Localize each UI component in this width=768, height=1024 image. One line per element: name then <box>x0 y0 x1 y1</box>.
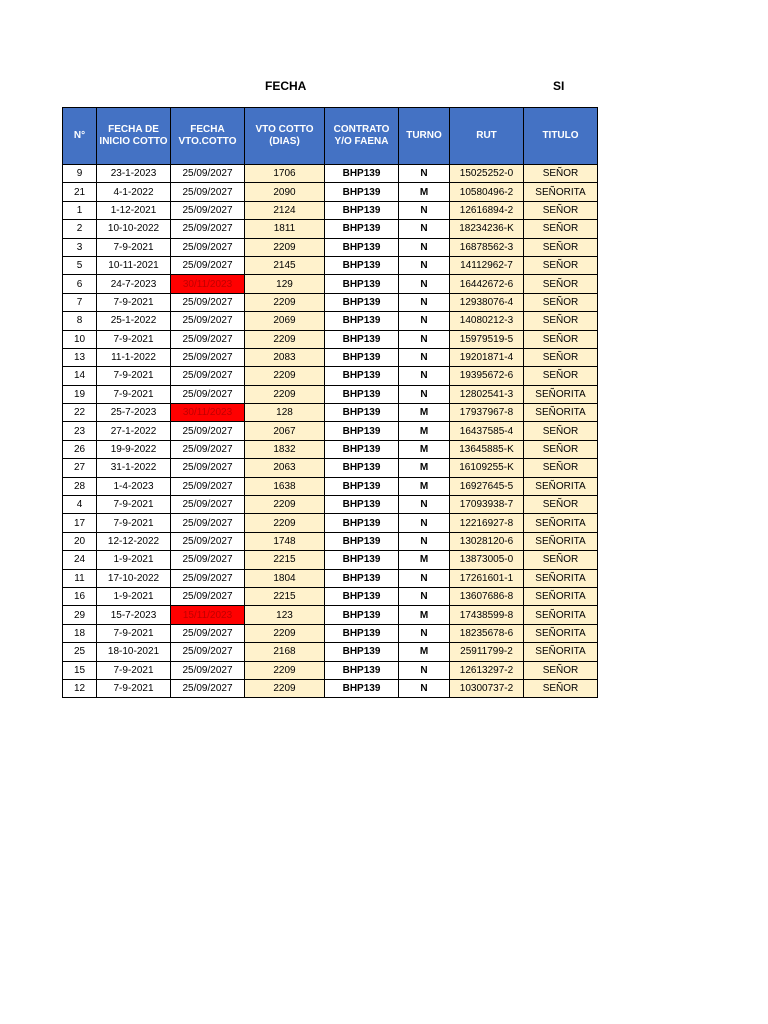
cell-titulo[interactable]: SEÑOR <box>524 312 598 330</box>
cell-n[interactable]: 13 <box>63 348 97 366</box>
cell-fecha-inicio[interactable]: 17-10-2022 <box>97 569 171 587</box>
cell-fecha-inicio[interactable]: 7-9-2021 <box>97 293 171 311</box>
cell-fecha-inicio[interactable]: 7-9-2021 <box>97 238 171 256</box>
cell-fecha-vto[interactable]: 25/09/2027 <box>171 312 245 330</box>
cell-rut[interactable]: 19395672-6 <box>450 367 524 385</box>
table-row <box>63 587 598 605</box>
cell-vto-dias[interactable]: 2209 <box>245 330 325 348</box>
cell-rut[interactable]: 15979519-5 <box>450 330 524 348</box>
cell-titulo[interactable]: SEÑOR <box>524 275 598 293</box>
table-row <box>63 404 598 422</box>
cell-vto-dias[interactable]: 2209 <box>245 679 325 697</box>
cell-titulo[interactable]: SEÑOR <box>524 256 598 274</box>
cell-fecha-vto[interactable]: 25/09/2027 <box>171 532 245 550</box>
cell-vto-dias[interactable]: 2209 <box>245 367 325 385</box>
cell-contrato[interactable]: BHP139 <box>325 496 399 514</box>
cell-fecha-vto[interactable]: 25/09/2027 <box>171 220 245 238</box>
header-n[interactable]: N° <box>63 108 97 165</box>
cell-titulo[interactable]: SEÑOR <box>524 422 598 440</box>
cell-rut[interactable]: 14080212-3 <box>450 312 524 330</box>
table-row <box>63 275 598 293</box>
cell-titulo[interactable]: SEÑORITA <box>524 606 598 624</box>
cell-n[interactable]: 29 <box>63 606 97 624</box>
cell-fecha-vto[interactable]: 30/11/2023 <box>171 404 245 422</box>
table-row <box>63 514 598 532</box>
cell-rut[interactable]: 13028120-6 <box>450 532 524 550</box>
table-row <box>63 348 598 366</box>
table-row <box>63 440 598 458</box>
si-label: SI <box>553 79 565 93</box>
cell-fecha-vto[interactable]: 25/09/2027 <box>171 551 245 569</box>
cell-fecha-vto[interactable]: 25/09/2027 <box>171 165 245 183</box>
cell-turno[interactable]: N <box>399 679 450 697</box>
cell-vto-dias[interactable]: 2209 <box>245 238 325 256</box>
cell-fecha-inicio[interactable]: 7-9-2021 <box>97 496 171 514</box>
cell-fecha-inicio[interactable]: 7-9-2021 <box>97 624 171 642</box>
cell-turno[interactable]: N <box>399 587 450 605</box>
cell-contrato[interactable]: BHP139 <box>325 293 399 311</box>
cell-rut[interactable]: 25911799-2 <box>450 643 524 661</box>
cell-vto-dias[interactable]: 2069 <box>245 312 325 330</box>
cell-fecha-inicio[interactable]: 11-1-2022 <box>97 348 171 366</box>
cell-rut[interactable]: 15025252-0 <box>450 165 524 183</box>
cell-titulo[interactable]: SEÑOR <box>524 201 598 219</box>
cell-n[interactable]: 20 <box>63 532 97 550</box>
table-row <box>63 606 598 624</box>
cell-turno[interactable]: N <box>399 220 450 238</box>
cell-vto-dias[interactable]: 1748 <box>245 532 325 550</box>
cell-vto-dias[interactable]: 2215 <box>245 587 325 605</box>
table-row <box>63 477 598 495</box>
cell-fecha-inicio[interactable]: 27-1-2022 <box>97 422 171 440</box>
cell-contrato[interactable]: BHP139 <box>325 514 399 532</box>
cell-rut[interactable]: 18235678-6 <box>450 624 524 642</box>
cell-titulo[interactable]: SEÑOR <box>524 330 598 348</box>
cell-turno[interactable]: N <box>399 201 450 219</box>
cell-fecha-inicio[interactable]: 10-10-2022 <box>97 220 171 238</box>
cell-fecha-vto[interactable]: 25/09/2027 <box>171 183 245 201</box>
cell-fecha-vto[interactable]: 25/09/2027 <box>171 348 245 366</box>
cell-turno[interactable]: M <box>399 404 450 422</box>
table-row <box>63 293 598 311</box>
cell-n[interactable]: 24 <box>63 551 97 569</box>
cell-vto-dias[interactable]: 128 <box>245 404 325 422</box>
cell-fecha-inicio[interactable]: 25-1-2022 <box>97 312 171 330</box>
cell-fecha-vto[interactable]: 25/09/2027 <box>171 587 245 605</box>
cell-vto-dias[interactable]: 2067 <box>245 422 325 440</box>
cell-fecha-vto[interactable]: 25/09/2027 <box>171 330 245 348</box>
cell-contrato[interactable]: BHP139 <box>325 312 399 330</box>
cell-contrato[interactable]: BHP139 <box>325 404 399 422</box>
cell-contrato[interactable]: BHP139 <box>325 679 399 697</box>
cell-fecha-inicio[interactable]: 23-1-2023 <box>97 165 171 183</box>
cell-rut[interactable]: 12802541-3 <box>450 385 524 403</box>
cell-fecha-vto[interactable]: 25/09/2027 <box>171 201 245 219</box>
cell-turno[interactable]: N <box>399 312 450 330</box>
table-row <box>63 238 598 256</box>
cell-contrato[interactable]: BHP139 <box>325 532 399 550</box>
cell-rut[interactable]: 16442672-6 <box>450 275 524 293</box>
cell-fecha-inicio[interactable]: 15-7-2023 <box>97 606 171 624</box>
cell-vto-dias[interactable]: 2209 <box>245 514 325 532</box>
cell-n[interactable]: 4 <box>63 496 97 514</box>
cell-turno[interactable]: N <box>399 275 450 293</box>
cell-rut[interactable]: 16437585-4 <box>450 422 524 440</box>
cell-titulo[interactable]: SEÑORITA <box>524 569 598 587</box>
table-row <box>63 679 598 697</box>
cell-fecha-vto[interactable]: 25/09/2027 <box>171 514 245 532</box>
cell-titulo[interactable]: SEÑORITA <box>524 183 598 201</box>
cell-titulo[interactable]: SEÑORITA <box>524 477 598 495</box>
cell-fecha-inicio[interactable]: 18-10-2021 <box>97 643 171 661</box>
cell-rut[interactable]: 10580496-2 <box>450 183 524 201</box>
cell-vto-dias[interactable]: 2063 <box>245 459 325 477</box>
cell-n[interactable]: 17 <box>63 514 97 532</box>
cell-contrato[interactable]: BHP139 <box>325 643 399 661</box>
cell-titulo[interactable]: SEÑOR <box>524 440 598 458</box>
table-row <box>63 165 598 183</box>
cell-titulo[interactable]: SEÑOR <box>524 238 598 256</box>
cell-fecha-inicio[interactable]: 4-1-2022 <box>97 183 171 201</box>
cell-n[interactable]: 12 <box>63 679 97 697</box>
cell-fecha-inicio[interactable]: 25-7-2023 <box>97 404 171 422</box>
table-row <box>63 367 598 385</box>
table-row <box>63 312 598 330</box>
cell-rut[interactable]: 10300737-2 <box>450 679 524 697</box>
cell-n[interactable]: 25 <box>63 643 97 661</box>
cell-fecha-vto[interactable]: 25/09/2027 <box>171 661 245 679</box>
cell-vto-dias[interactable]: 2083 <box>245 348 325 366</box>
table-row <box>63 551 598 569</box>
cell-fecha-vto[interactable]: 25/09/2027 <box>171 440 245 458</box>
cell-contrato[interactable]: BHP139 <box>325 330 399 348</box>
table-row <box>63 624 598 642</box>
table-row <box>63 201 598 219</box>
cell-turno[interactable]: N <box>399 348 450 366</box>
cell-n[interactable]: 3 <box>63 238 97 256</box>
header-contrato[interactable]: CONTRATO Y/O FAENA <box>325 108 399 165</box>
cell-fecha-vto[interactable]: 25/09/2027 <box>171 422 245 440</box>
cell-fecha-inicio[interactable]: 31-1-2022 <box>97 459 171 477</box>
table-row <box>63 643 598 661</box>
cell-titulo[interactable]: SEÑOR <box>524 551 598 569</box>
cell-titulo[interactable]: SEÑORITA <box>524 624 598 642</box>
cell-fecha-inicio[interactable]: 7-9-2021 <box>97 679 171 697</box>
header-fecha-vto[interactable]: FECHA VTO.COTTO <box>171 108 245 165</box>
cell-contrato[interactable]: BHP139 <box>325 606 399 624</box>
cell-contrato[interactable]: BHP139 <box>325 201 399 219</box>
cell-turno[interactable]: N <box>399 661 450 679</box>
cell-rut[interactable]: 18234236-K <box>450 220 524 238</box>
cell-n[interactable]: 28 <box>63 477 97 495</box>
worker-table <box>62 107 598 698</box>
table-row <box>63 385 598 403</box>
header-rut[interactable]: RUT <box>450 108 524 165</box>
cell-fecha-vto[interactable]: 25/09/2027 <box>171 367 245 385</box>
cell-titulo[interactable]: SEÑOR <box>524 348 598 366</box>
cell-titulo[interactable]: SEÑORITA <box>524 643 598 661</box>
cell-rut[interactable]: 12216927-8 <box>450 514 524 532</box>
cell-turno[interactable]: M <box>399 422 450 440</box>
cell-fecha-vto[interactable]: 15/11/2023 <box>171 606 245 624</box>
cell-n[interactable]: 9 <box>63 165 97 183</box>
cell-vto-dias[interactable]: 1811 <box>245 220 325 238</box>
cell-turno[interactable]: N <box>399 385 450 403</box>
cell-fecha-vto[interactable]: 25/09/2027 <box>171 385 245 403</box>
cell-rut[interactable]: 16878562-3 <box>450 238 524 256</box>
cell-titulo[interactable]: SEÑOR <box>524 220 598 238</box>
table-row <box>63 532 598 550</box>
cell-fecha-vto[interactable]: 25/09/2027 <box>171 624 245 642</box>
cell-vto-dias[interactable]: 2168 <box>245 643 325 661</box>
cell-fecha-inicio[interactable]: 7-9-2021 <box>97 514 171 532</box>
cell-titulo[interactable]: SEÑOR <box>524 165 598 183</box>
cell-fecha-vto[interactable]: 25/09/2027 <box>171 496 245 514</box>
cell-fecha-inicio[interactable]: 1-9-2021 <box>97 587 171 605</box>
cell-contrato[interactable]: BHP139 <box>325 569 399 587</box>
cell-fecha-vto[interactable]: 25/09/2027 <box>171 643 245 661</box>
cell-fecha-vto[interactable]: 25/09/2027 <box>171 238 245 256</box>
cell-vto-dias[interactable]: 2124 <box>245 201 325 219</box>
cell-contrato[interactable]: BHP139 <box>325 256 399 274</box>
cell-n[interactable]: 14 <box>63 367 97 385</box>
cell-n[interactable]: 8 <box>63 312 97 330</box>
table-row <box>63 330 598 348</box>
cell-fecha-vto[interactable]: 25/09/2027 <box>171 256 245 274</box>
cell-fecha-vto[interactable]: 25/09/2027 <box>171 679 245 697</box>
cell-contrato[interactable]: BHP139 <box>325 587 399 605</box>
cell-vto-dias[interactable]: 1804 <box>245 569 325 587</box>
cell-vto-dias[interactable]: 2209 <box>245 496 325 514</box>
cell-contrato[interactable]: BHP139 <box>325 238 399 256</box>
cell-fecha-vto[interactable]: 25/09/2027 <box>171 569 245 587</box>
cell-turno[interactable]: M <box>399 606 450 624</box>
cell-n[interactable]: 16 <box>63 587 97 605</box>
cell-fecha-inicio[interactable]: 24-7-2023 <box>97 275 171 293</box>
table-row <box>63 256 598 274</box>
cell-titulo[interactable]: SEÑOR <box>524 496 598 514</box>
cell-rut[interactable]: 12938076-4 <box>450 293 524 311</box>
cell-titulo[interactable]: SEÑOR <box>524 367 598 385</box>
cell-turno[interactable]: N <box>399 293 450 311</box>
cell-turno[interactable]: N <box>399 532 450 550</box>
cell-turno[interactable]: N <box>399 624 450 642</box>
cell-n[interactable]: 10 <box>63 330 97 348</box>
cell-fecha-inicio[interactable]: 7-9-2021 <box>97 367 171 385</box>
cell-turno[interactable]: M <box>399 183 450 201</box>
cell-titulo[interactable]: SEÑOR <box>524 661 598 679</box>
cell-rut[interactable]: 16109255-K <box>450 459 524 477</box>
cell-rut[interactable]: 13607686-8 <box>450 587 524 605</box>
cell-n[interactable]: 1 <box>63 201 97 219</box>
cell-rut[interactable]: 17261601-1 <box>450 569 524 587</box>
cell-contrato[interactable]: BHP139 <box>325 551 399 569</box>
cell-contrato[interactable]: BHP139 <box>325 459 399 477</box>
cell-fecha-vto[interactable]: 25/09/2027 <box>171 293 245 311</box>
cell-vto-dias[interactable]: 2209 <box>245 385 325 403</box>
cell-titulo[interactable]: SEÑORITA <box>524 514 598 532</box>
cell-fecha-inicio[interactable]: 7-9-2021 <box>97 385 171 403</box>
cell-fecha-inicio[interactable]: 1-4-2023 <box>97 477 171 495</box>
cell-vto-dias[interactable]: 2215 <box>245 551 325 569</box>
cell-rut[interactable]: 14112962-7 <box>450 256 524 274</box>
cell-contrato[interactable]: BHP139 <box>325 348 399 366</box>
cell-titulo[interactable]: SEÑORITA <box>524 404 598 422</box>
cell-fecha-inicio[interactable]: 10-11-2021 <box>97 256 171 274</box>
cell-n[interactable]: 21 <box>63 183 97 201</box>
cell-vto-dias[interactable]: 2090 <box>245 183 325 201</box>
cell-contrato[interactable]: BHP139 <box>325 422 399 440</box>
cell-rut[interactable]: 17438599-8 <box>450 606 524 624</box>
table-row <box>63 496 598 514</box>
cell-rut[interactable]: 17937967-8 <box>450 404 524 422</box>
cell-vto-dias[interactable]: 123 <box>245 606 325 624</box>
header-fecha-inicio[interactable]: FECHA DE INICIO COTTO <box>97 108 171 165</box>
cell-vto-dias[interactable]: 2209 <box>245 293 325 311</box>
header-titulo[interactable]: TITULO <box>524 108 598 165</box>
cell-turno[interactable]: M <box>399 459 450 477</box>
cell-vto-dias[interactable]: 1832 <box>245 440 325 458</box>
cell-turno[interactable]: N <box>399 256 450 274</box>
cell-vto-dias[interactable]: 2145 <box>245 256 325 274</box>
cell-n[interactable]: 23 <box>63 422 97 440</box>
fecha-label: FECHA <box>265 79 307 93</box>
cell-turno[interactable]: M <box>399 477 450 495</box>
cell-titulo[interactable]: SEÑORITA <box>524 385 598 403</box>
cell-fecha-inicio[interactable]: 1-9-2021 <box>97 551 171 569</box>
cell-vto-dias[interactable]: 1706 <box>245 165 325 183</box>
cell-fecha-inicio[interactable]: 19-9-2022 <box>97 440 171 458</box>
cell-rut[interactable]: 17093938-7 <box>450 496 524 514</box>
cell-turno[interactable]: N <box>399 569 450 587</box>
cell-turno[interactable]: N <box>399 514 450 532</box>
cell-fecha-vto[interactable]: 30/11/2023 <box>171 275 245 293</box>
cell-turno[interactable]: N <box>399 165 450 183</box>
cell-contrato[interactable]: BHP139 <box>325 385 399 403</box>
header-row <box>63 108 598 165</box>
cell-n[interactable]: 5 <box>63 256 97 274</box>
cell-fecha-vto[interactable]: 25/09/2027 <box>171 477 245 495</box>
cell-n[interactable]: 6 <box>63 275 97 293</box>
header-vto-dias[interactable]: VTO COTTO (DIAS) <box>245 108 325 165</box>
cell-fecha-vto[interactable]: 25/09/2027 <box>171 459 245 477</box>
cell-contrato[interactable]: BHP139 <box>325 165 399 183</box>
table-row <box>63 183 598 201</box>
cell-vto-dias[interactable]: 129 <box>245 275 325 293</box>
cell-turno[interactable]: N <box>399 330 450 348</box>
cell-rut[interactable]: 13645885-K <box>450 440 524 458</box>
cell-n[interactable]: 7 <box>63 293 97 311</box>
cell-vto-dias[interactable]: 2209 <box>245 624 325 642</box>
cell-n[interactable]: 26 <box>63 440 97 458</box>
cell-n[interactable]: 11 <box>63 569 97 587</box>
cell-turno[interactable]: N <box>399 496 450 514</box>
cell-turno[interactable]: M <box>399 643 450 661</box>
cell-contrato[interactable]: BHP139 <box>325 220 399 238</box>
table-row <box>63 422 598 440</box>
cell-turno[interactable]: N <box>399 367 450 385</box>
cell-contrato[interactable]: BHP139 <box>325 440 399 458</box>
cell-contrato[interactable]: BHP139 <box>325 183 399 201</box>
cell-contrato[interactable]: BHP139 <box>325 624 399 642</box>
table-row <box>63 661 598 679</box>
cell-fecha-inicio[interactable]: 7-9-2021 <box>97 661 171 679</box>
table-row <box>63 459 598 477</box>
cell-titulo[interactable]: SEÑOR <box>524 459 598 477</box>
cell-contrato[interactable]: BHP139 <box>325 661 399 679</box>
cell-rut[interactable]: 19201871-4 <box>450 348 524 366</box>
cell-fecha-inicio[interactable]: 1-12-2021 <box>97 201 171 219</box>
cell-vto-dias[interactable]: 2209 <box>245 661 325 679</box>
header-turno[interactable]: TURNO <box>399 108 450 165</box>
cell-fecha-inicio[interactable]: 12-12-2022 <box>97 532 171 550</box>
cell-n[interactable]: 22 <box>63 404 97 422</box>
cell-titulo[interactable]: SEÑORITA <box>524 587 598 605</box>
cell-n[interactable]: 15 <box>63 661 97 679</box>
cell-titulo[interactable]: SEÑOR <box>524 679 598 697</box>
cell-rut[interactable]: 13873005-0 <box>450 551 524 569</box>
cell-contrato[interactable]: BHP139 <box>325 275 399 293</box>
cell-n[interactable]: 18 <box>63 624 97 642</box>
cell-titulo[interactable]: SEÑORITA <box>524 532 598 550</box>
cell-rut[interactable]: 12613297-2 <box>450 661 524 679</box>
cell-vto-dias[interactable]: 1638 <box>245 477 325 495</box>
cell-n[interactable]: 2 <box>63 220 97 238</box>
cell-rut[interactable]: 16927645-5 <box>450 477 524 495</box>
cell-rut[interactable]: 12616894-2 <box>450 201 524 219</box>
table-row <box>63 569 598 587</box>
table-row <box>63 220 598 238</box>
cell-n[interactable]: 19 <box>63 385 97 403</box>
cell-n[interactable]: 27 <box>63 459 97 477</box>
cell-turno[interactable]: M <box>399 440 450 458</box>
cell-titulo[interactable]: SEÑOR <box>524 293 598 311</box>
cell-turno[interactable]: N <box>399 238 450 256</box>
cell-contrato[interactable]: BHP139 <box>325 367 399 385</box>
cell-fecha-inicio[interactable]: 7-9-2021 <box>97 330 171 348</box>
cell-turno[interactable]: M <box>399 551 450 569</box>
cell-contrato[interactable]: BHP139 <box>325 477 399 495</box>
